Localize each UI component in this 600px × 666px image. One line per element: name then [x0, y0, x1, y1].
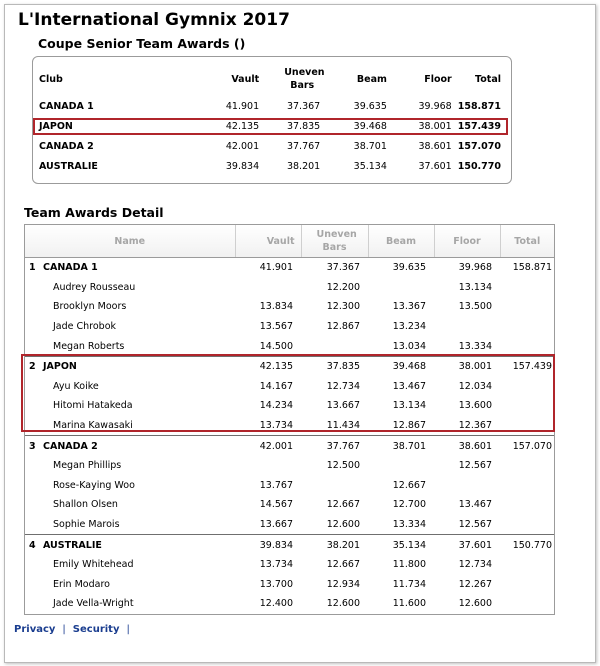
team-total: 157.439 [500, 356, 554, 376]
gymnast-beam [368, 278, 434, 298]
privacy-link[interactable]: Privacy [14, 624, 56, 635]
detail-panel [24, 224, 555, 615]
gymnast-name: Erin Modaro [53, 578, 110, 590]
gymnast-uneven-bars: 12.600 [326, 519, 360, 531]
gymnast-row [25, 594, 554, 614]
gymnast-total [500, 297, 554, 317]
gymnast-row [25, 555, 554, 575]
gymnast-uneven-bars [301, 476, 368, 496]
gymnast-uneven-bars: 12.200 [326, 281, 360, 293]
gymnast-name: Marina Kawasaki [53, 420, 133, 432]
gymnast-floor: 13.334 [458, 340, 492, 352]
gymnast-total [500, 336, 554, 356]
gymnast-total [500, 555, 554, 575]
gymnast-total [500, 416, 554, 436]
team-total: 158.871 [512, 262, 552, 274]
gymnast-vault: 13.734 [259, 420, 293, 432]
gymnast-floor: 13.134 [458, 281, 492, 293]
gymnast-floor [434, 476, 500, 496]
summary-floor: 37.601 [418, 160, 452, 172]
summary-club: JAPON [39, 120, 73, 132]
gymnast-vault: 13.567 [259, 321, 293, 333]
summary-header-beam: Beam [356, 73, 387, 85]
summary-uneven-bars: 38.201 [286, 160, 321, 172]
gymnast-row [25, 278, 554, 298]
team-uneven-bars: 37.367 [326, 262, 360, 274]
team-floor: 39.968 [458, 262, 492, 274]
gymnast-beam: 12.867 [392, 420, 426, 432]
team-floor: 38.601 [434, 436, 500, 456]
team-uneven-bars: 37.767 [301, 436, 368, 456]
gymnast-beam: 11.734 [392, 578, 426, 590]
gymnast-uneven-bars: 12.600 [326, 598, 360, 610]
team-name: AUSTRALIE [43, 539, 102, 551]
gymnast-vault: 14.167 [259, 380, 293, 392]
team-uneven-bars: 38.201 [301, 535, 368, 555]
gymnast-vault [235, 456, 301, 476]
summary-header-row [37, 62, 507, 96]
team-rank: 3 [29, 440, 36, 452]
team-beam: 38.701 [368, 436, 434, 456]
summary-header-total: Total [475, 73, 501, 85]
summary-beam: 39.468 [353, 120, 387, 132]
gymnast-name: Jade Chrobok [53, 321, 117, 333]
summary-uneven-bars: 37.367 [286, 100, 321, 112]
gymnast-total [500, 476, 554, 496]
gymnast-floor: 13.600 [458, 400, 492, 412]
detail-header-vault[interactable]: Vault [235, 225, 301, 258]
gymnast-beam: 12.667 [392, 479, 426, 491]
gymnast-beam: 13.134 [392, 400, 426, 412]
detail-header-floor[interactable]: Floor [434, 225, 500, 258]
summary-total: 157.070 [457, 140, 501, 152]
gymnast-uneven-bars: 11.434 [326, 420, 360, 432]
gymnast-floor: 12.567 [458, 460, 492, 472]
team-total: 150.770 [500, 535, 554, 555]
gymnast-row [25, 317, 554, 337]
gymnast-name: Emily Whitehead [53, 559, 134, 571]
summary-vault: 39.834 [225, 160, 260, 172]
gymnast-total [500, 396, 554, 416]
team-row [25, 436, 554, 456]
gymnast-floor: 12.600 [458, 598, 492, 610]
footer-separator: | [62, 624, 66, 635]
gymnast-total [500, 278, 554, 298]
gymnast-name: Ayu Koike [53, 380, 99, 392]
gymnast-row [25, 456, 554, 476]
gymnast-floor: 12.034 [458, 380, 492, 392]
team-uneven-bars: 37.835 [301, 356, 368, 376]
gymnast-total [500, 575, 554, 595]
detail-title: Team Awards Detail [24, 205, 164, 220]
gymnast-beam: 12.700 [392, 499, 426, 511]
summary-floor: 38.601 [418, 140, 452, 152]
footer-separator: | [126, 624, 130, 635]
gymnast-uneven-bars: 12.934 [326, 578, 360, 590]
summary-uneven-bars: 37.835 [286, 120, 321, 132]
team-name: CANADA 2 [43, 440, 98, 452]
gymnast-total [500, 317, 554, 337]
gymnast-vault: 14.234 [259, 400, 293, 412]
gymnast-floor: 13.500 [458, 301, 492, 313]
gymnast-floor: 12.567 [458, 519, 492, 531]
team-rank: 4 [29, 539, 36, 551]
gymnast-name: Hitomi Hatakeda [53, 400, 133, 412]
gymnast-vault: 14.500 [259, 340, 293, 352]
gymnast-name: Audrey Rousseau [53, 281, 136, 293]
summary-header-vault: Vault [231, 73, 260, 85]
gymnast-vault: 13.700 [259, 578, 293, 590]
security-link[interactable]: Security [72, 624, 120, 635]
summary-beam: 35.134 [353, 160, 387, 172]
gymnast-total [500, 495, 554, 515]
gymnast-name: Rose-Kaying Woo [53, 479, 135, 491]
gymnast-row [25, 495, 554, 515]
gymnast-row [25, 476, 554, 496]
gymnast-total [500, 515, 554, 535]
gymnast-row [25, 336, 554, 356]
gymnast-beam: 13.334 [392, 519, 426, 531]
page-title: L'International Gymnix 2017 [18, 10, 290, 30]
team-beam: 35.134 [368, 535, 434, 555]
gymnast-uneven-bars: 12.734 [326, 380, 360, 392]
summary-total: 158.871 [457, 100, 501, 112]
gymnast-uneven-bars: 12.667 [326, 559, 360, 571]
team-name-cell [25, 436, 235, 456]
gymnast-row [25, 515, 554, 535]
team-row [25, 535, 554, 555]
team-beam: 39.468 [368, 356, 434, 376]
gymnast-beam: 13.367 [392, 301, 426, 313]
gymnast-uneven-bars: 12.300 [326, 301, 360, 313]
footer [14, 624, 137, 635]
summary-row [37, 116, 507, 136]
gymnast-total [500, 594, 554, 614]
gymnast-floor: 12.267 [458, 578, 492, 590]
gymnast-name: Jade Vella-Wright [53, 598, 134, 610]
detail-header-row [25, 225, 554, 258]
summary-beam: 39.635 [353, 100, 387, 112]
gymnast-total [500, 377, 554, 397]
team-row [25, 258, 554, 278]
team-name-cell [25, 535, 235, 555]
detail-table [25, 225, 554, 614]
gymnast-row [25, 575, 554, 595]
summary-vault: 41.901 [225, 100, 260, 112]
gymnast-uneven-bars: 13.667 [326, 400, 360, 412]
detail-header-uneven-bars[interactable]: Uneven Bars [301, 225, 368, 258]
gymnast-beam: 13.034 [392, 340, 426, 352]
team-floor: 37.601 [434, 535, 500, 555]
gymnast-beam [368, 456, 434, 476]
gymnast-beam: 11.800 [392, 559, 426, 571]
team-vault: 39.834 [235, 535, 301, 555]
team-total: 157.070 [500, 436, 554, 456]
detail-header-total[interactable]: Total [500, 225, 554, 258]
summary-club: CANADA 2 [39, 140, 94, 152]
gymnast-vault: 14.567 [259, 499, 293, 511]
gymnast-name: Sophie Marois [53, 519, 120, 531]
summary-beam: 38.701 [353, 140, 387, 152]
summary-floor: 39.968 [418, 100, 452, 112]
summary-header-floor: Floor [424, 73, 452, 85]
team-vault: 42.001 [235, 436, 301, 456]
gymnast-uneven-bars: 12.667 [326, 499, 360, 511]
summary-floor: 38.001 [418, 120, 452, 132]
gymnast-name: Megan Phillips [53, 460, 122, 472]
summary-vault: 42.001 [225, 140, 260, 152]
gymnast-vault: 12.400 [259, 598, 293, 610]
summary-row [37, 156, 507, 176]
team-vault: 42.135 [235, 356, 301, 376]
summary-header-club: Club [39, 73, 63, 85]
gymnast-name: Megan Roberts [53, 340, 125, 352]
gymnast-vault: 13.834 [259, 301, 293, 313]
team-name-cell [25, 258, 235, 278]
summary-panel [32, 56, 512, 184]
summary-table [37, 62, 507, 176]
gymnast-row [25, 297, 554, 317]
gymnast-floor: 12.367 [458, 420, 492, 432]
team-name: CANADA 1 [43, 262, 98, 274]
gymnast-vault: 13.734 [259, 559, 293, 571]
gymnast-row [25, 377, 554, 397]
gymnast-total [500, 456, 554, 476]
gymnast-uneven-bars: 12.500 [326, 460, 360, 472]
gymnast-row [25, 416, 554, 436]
gymnast-floor: 13.467 [458, 499, 492, 511]
detail-header-beam[interactable]: Beam [368, 225, 434, 258]
summary-row [37, 96, 507, 116]
gymnast-floor [434, 317, 500, 337]
team-rank: 1 [29, 262, 36, 274]
gymnast-vault: 13.767 [259, 479, 293, 491]
gymnast-floor: 12.734 [458, 559, 492, 571]
gymnast-vault [235, 278, 301, 298]
gymnast-name: Brooklyn Moors [53, 301, 127, 313]
detail-header-name[interactable]: Name [25, 225, 235, 258]
gymnast-vault: 13.667 [259, 519, 293, 531]
team-rank: 2 [29, 361, 36, 373]
team-name-cell [25, 356, 235, 376]
summary-uneven-bars: 37.767 [286, 140, 321, 152]
team-floor: 38.001 [434, 356, 500, 376]
team-beam: 39.635 [392, 262, 426, 274]
team-row [25, 356, 554, 376]
team-name: JAPON [43, 361, 77, 373]
summary-row [37, 136, 507, 156]
gymnast-uneven-bars [301, 336, 368, 356]
summary-total: 157.439 [457, 120, 501, 132]
summary-title: Coupe Senior Team Awards () [38, 36, 246, 51]
summary-header-uneven-bars: Uneven Bars [284, 67, 325, 91]
summary-club: AUSTRALIE [39, 160, 98, 172]
gymnast-beam: 13.234 [392, 321, 426, 333]
gymnast-name: Shallon Olsen [53, 499, 118, 511]
gymnast-beam: 13.467 [392, 380, 426, 392]
gymnast-row [25, 396, 554, 416]
summary-club: CANADA 1 [39, 100, 94, 112]
summary-total: 150.770 [457, 160, 501, 172]
team-vault: 41.901 [259, 262, 293, 274]
gymnast-uneven-bars: 12.867 [326, 321, 360, 333]
summary-vault: 42.135 [225, 120, 260, 132]
gymnast-beam: 11.600 [392, 598, 426, 610]
